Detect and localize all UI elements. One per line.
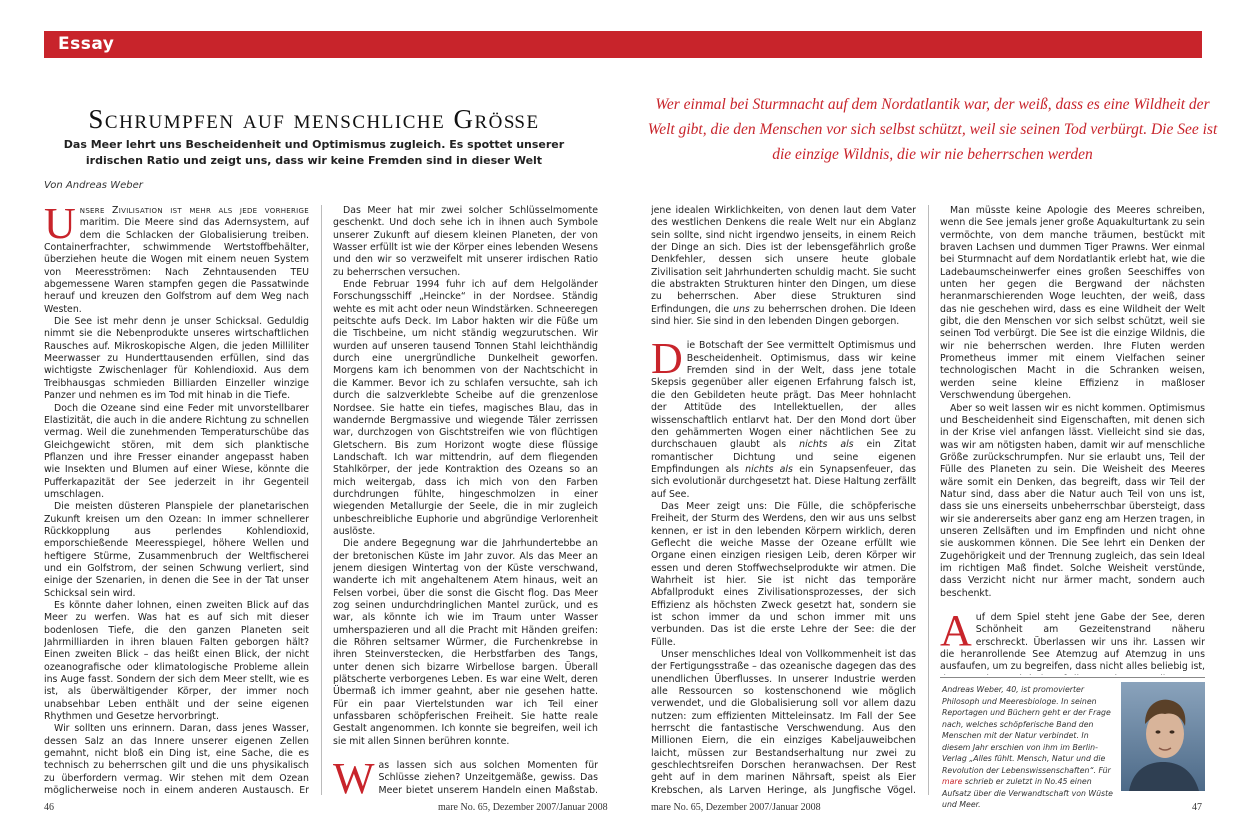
paragraph: Es könnte daher lohnen, einen zweiten Blick auf das Meer zu werfen. Was hat es auf sich mit dieser bodenlosen Tiefe, die den ganzen Planeten seit Jahrmilliarden in ihren blauen Falten geborgen hält? Einen zweiten Blick – das heißt einen Blick, der nicht ozeanografische oder klimatologische Probleme allein ins Auge fasst. Sondern der sich dem Meer stellt, wie es ist, als überwältigender Körper, der immer noch unabsehbar Leben enthält und der seine eigenen Rhythmen und Gesetze hervorbringt.	[44, 600, 309, 723]
paragraph: Die meisten düsteren Planspiele der planetarischen Zukunft kreisen um den Ozean: In immer schnellerer Rückkopplung aus perlendes Kohlendioxid, emporschießende Meeresspiegel, höhere Wellen und heftigere Stürme, Zusammenbruch der Weltfischerei und ein Golfstrom, der seinen Schwung verliert, sind einige der Szenarien, in denen die See in der Tat unser Schicksal sein wird.	[44, 501, 309, 599]
paragraph: Die andere Begegnung war die Jahrhundertebbe an der bretonischen Küste im Jahr zuvor. Als das Meer an jenem diesigen Wintertag von der Küste verschwand, wanderte ich mit angehaltenem Atem hinaus, weit an Felsen vorbei, über die sonst die Gischt flog. Das Meer zog seinen undurchdringlichen Mantel zurück, und es war, als könnte ich wie im Traum unter Wasser umherspazieren und all die Pracht mit Händen greifen: die Röhren seltsamer Würmer, die Furchenkrebse in ihren Steinverstecken, die Herbstfarben des Tangs, unter denen sich bizarre Wirbellose bargen. Überall plätscherte verborgenes Leben. Es war eine Welt, deren Übermaß ich immer geahnt, aber nie gesehen hatte. Für ein paar Viertelstunden war ich Teil einer unfassbaren schöpferischen Freiheit. Sie hatte reale Gestalt angenommen. Ich konnte sie begreifen, weil ich sie mit allen Sinnen berühren konnte.	[333, 538, 598, 747]
text-run: uf dem Spiel steht jene Gabe der See, deren Schönheit am Gezeitenstrand näheru erschreckt. Überlassen wir uns ihr. Lassen wir die heranrollende See Atemzug auf Atemzug in uns ausfaufen, um zu begreifen, dass nicht alles beliebig ist,	[940, 612, 1205, 673]
paragraph-text: maritim. Die Meere sind das Adernsystem, auf dem die Schlacken der Globalisierung treiben. Containerfrachter, schwimmende Wertstoffbehälter, überziehen heute die Wogen mit einem neuen System von Meeresströmen: Nach Zehntausenden TEU abgemessene Waren stampfen gegen die Passatwinde herauf und kreuzen den Golfstrom auf dem Weg nach Westen.	[44, 217, 309, 315]
article-deck	[60, 137, 568, 169]
paragraph	[651, 334, 916, 500]
paragraph: Das Meer zeigt uns: Die Fülle, die schöpferische Freiheit, der Sturm des Werdens, den wir aus uns selbst kennen, er ist in den lebenden Körpern wirklich, deren Geflecht die weiche Masse der Ozeane erfüllt wie Organe einen einzigen riesigen Leib, deren Körper wir essen und deren Stoffwechselprodukte wir atmen. Die Wahrheit ist hier. Sie ist nicht das temporäre Abfallprodukt eines Zivilisationsprozesses, der sich Effizienz als höchsten Zweck gesetzt hat, sondern sie ist schon immer da und schon immer mit uns verbunden. Das ist die erste Lehre der See: die der Fülle.	[651, 500, 916, 648]
text-run: ein Zitat romantischer Dichtung und seine eigenen Empfindungen als	[651, 439, 916, 475]
paragraph	[44, 205, 309, 316]
drop-cap: A	[940, 606, 972, 655]
drop-cap: W	[333, 754, 375, 797]
deck-line-1: Das Meer lehrt uns Bescheidenheit und Optimismus zugleich. Es spottet unserer	[63, 138, 565, 151]
page-number-left: 46	[44, 802, 54, 813]
column-divider	[928, 205, 929, 795]
drop-cap: U	[44, 205, 76, 248]
section-bar	[44, 31, 1202, 58]
paragraph	[940, 606, 1205, 675]
article-title: Schrumpfen auf menschliche Größe	[88, 104, 540, 134]
column-2	[333, 205, 598, 797]
paragraph	[651, 205, 916, 328]
paragraph-text: as lassen sich aus solchen Momenten für Schlüsse ziehen? Unzeitgemäße, gewiss. Das Meer bietet unserem Handeln einen Maßstab.	[378, 760, 598, 796]
paragraph: Ende Februar 1994 fuhr ich auf dem Helgoländer Forschungsschiff „Heincke“ in der Nordsee. Ständig wehte es mit acht oder neun Windstärken. Schneeregen peitschte aufs Deck. Im Labor hakten wir die Füße um die Tischbeine, um nicht ständig wegzurutschen. Wir wurden auf unseren tausend Tonnen Stahl leichthändig durch eine unergründliche Dunkelheit geworfen. Morgens kam ich benommen von der Nachtschicht in die Kammer. Bevor ich zu schlafen versuchte, sah ich durch die salzverklebte Scheibe auf die grenzenlose Nordsee. Sie hatte ein tiefes, magisches Blau, das in wandernde Bergmassive und wiegende Täler zerrissen war, durchzogen von Gischtstreifen wie von flüchtigen Gletschern. Bis zum Horizont wogte diese flüssige Landschaft. Ich war mittendrin, auf dem fliegenden Stahlkörper, der jede Kontraktion des Ozeans so an mich weitergab, dass ich mich von den Farben durchdrungen fühlte, hingeschmolzen in einer wiegenden Metallurgie der Seele, die in mir zugleich unbeschreibliche Euphorie und abgründige Verlorenheit auslöste.	[333, 279, 598, 537]
lead-in: nsere Zivilisation ist mehr als jede vorherige	[79, 205, 309, 216]
emphasis: uns	[733, 303, 750, 315]
column-1	[44, 205, 309, 797]
paragraph: Unser menschliches Ideal von Vollkommenheit ist das der Fertigungsstraße – das ozeanische dagegen das des unendlichen Überflusses. In unserer Industrie werden alle Ressourcen so kostenschonend wie möglich verwendet, und die Globalisierung soll vor allem dazu nutzen: zum effizienten Mitteleinsatz. Im Fall der See herrscht die fantastische Verschwendung. Aus den Millionen Eiern, die ein einziges Kabeljauweibchen laicht, müssen zur Bestandserhaltung nur zwei zu geschlechtsreifen Dorschen heranwachsen. Der Rest geht auf in dem marinen Nährsaft, speist als Eier Krebschen, als Larven Heringe, als Jungfische Vögel.	[651, 649, 916, 796]
paragraph: Man müsste keine Apologie des Meeres schreiben, wenn die See jemals jener große Aquakulturtank zu sein vermöchte, von dem manche träumen, bestückt mit braven Lachsen und dummen Tiger Prawns. Wer einmal bei Sturmnacht auf dem Nordatlantik erlebt hat, wie die Ladebaumscheinwerfer eines großen Seeschiffes von unten her gegen die Bergwand der nächsten heranmarschierenden Woge leuchten, der weiß, dass das nie geschehen wird, dass es eine Wildheit der Welt gibt, die den Menschen vor sich selbst schützt, weil sie seinen Tod verbürgt. Die See ist die einzige Wildnis, die wir nie beherrschen werden. Ihre Fluten werden Prometheus immer mit einem Vielfachen seiner technologischen Macht in die Schranken weisen, werden seine kleine Effizienz in maßloser Verschwendung übergehen.	[940, 205, 1205, 402]
paragraph	[333, 754, 598, 797]
paragraph: Die See ist mehr denn je unser Schicksal. Geduldig nimmt sie die Nebenprodukte unseres wirtschaftlichen Rausches auf. Mikroskopische Algen, die jeden Milliliter Meerwasser zu Hunderttausenden erfüllen, sind das wichtigste Zwischenlager für Kohlendioxid. Aus dem Treibhausgas schmieden Billiarden Einzeller winzige Panzer und nehmen es im Tod mit hinab in die Tiefe.	[44, 316, 309, 402]
section-label: Essay	[58, 34, 115, 54]
paragraph: Das Meer hat mir zwei solcher Schlüsselmomente geschenkt. Und doch sehe ich in ihnen auch Symbole unserer Zukunft auf diesem kleinen Planeten, der von Wasser erfüllt ist wie der Körper eines lebenden Wesens und den wir so verzweifelt mit unserer irdischen Ratio zu beherrschen versuchen.	[333, 205, 598, 278]
emphasis: nichts als	[799, 439, 854, 451]
magazine-name: mare	[942, 777, 963, 786]
byline: Von Andreas Weber	[44, 180, 143, 191]
column-3	[651, 205, 916, 797]
bio-text: schrieb er zuletzt in No.45 einen Aufsatz über die Verwandtschaft von Wüste und Meer.	[942, 777, 1113, 809]
drop-cap: D	[651, 334, 683, 384]
paragraph: Aber so weit lassen wir es nicht kommen. Optimismus und Bescheidenheit sind Eigenschaften, mit denen sich in der Krise viel anfangen lässt. Vielleicht sind sie das, was wir am nötigsten haben, damit wir auf menschliche Größe zurückschrumpfen. Nur sie erlaubt uns, Teil der Fülle des Planeten zu sein. Die Weisheit des Meeres wäre somit ein Denken, das begreift, dass wir Teil der Natur sind, dass aber die Natur auch Teil von uns ist, dass sie uns einerseits unbeherrschbar übersteigt, dass wir sie andererseits aber ganz eng am Herzen tragen, in unseren Zellsäften und im Empfinden und nicht ohne sie auskommen können. Die See lehrt ein Denken der Zugehörigkeit und der Trennung zugleich, das sein Ideal im richtigen Maß findet. Solche Weisheit verstünde, dass Verzicht nicht nur ärmer macht, sondern auch beschenkt.	[940, 402, 1205, 599]
author-photo	[1121, 682, 1205, 791]
footer-issue-right: mare No. 65, Dezember 2007/Januar 2008	[651, 802, 821, 813]
page-number-right: 47	[1192, 802, 1202, 813]
pull-quote: Wer einmal bei Sturmnacht auf dem Nordatlantik war, der weiß, dass es eine Wildheit der Welt gibt, die den Menschen vor sich selbst schützt, weil sie seinen Tod verbürgt. Die See ist die einzige Wildnis, die wir nie beherrschen werden	[647, 96, 1218, 163]
text-run: zu beherrschen drohen. Die Ideen sind hier. Sie sind in den lebenden Dingen geborgen.	[651, 303, 916, 328]
column-divider	[321, 205, 322, 795]
paragraph: Doch die Ozeane sind eine Feder mit unvorstellbarer Elastizität, die auch in die andere Richtung zu schnellen vermag. Weil die zunehmenden Temperaturschübe das Gleichgewicht stören, mit dem sich planktische Pflanzen und ihre Fresser einander angepasst haben wie Insekten und Blumen auf einer Wiese, könnte die Pufferkapazität der See jederzeit in ihr Gegenteil umschlagen.	[44, 402, 309, 500]
author-portrait-image	[1121, 682, 1205, 791]
text-run: ie Botschaft der See vermittelt Optimismus und Bescheidenheit. Optimismus, dass wir keine Fremden sind in der Welt, dass jene totale Skepsis gegenüber aller eigenen Erfahrung falsch ist, die den Gebildeten heute prägt. Das Meer hohnlacht der Attitüde des Intellektuellen, der alles wissenschaftlich entlarvt hat. Der den Mond dort über den gehämmerten Wogen einer nächtlichen See zu durchschauen glaubt als	[651, 340, 916, 451]
author-bio	[942, 684, 1115, 811]
emphasis: nichts als	[745, 463, 793, 475]
text-run: jene idealen Wirklichkeiten, von denen laut dem Vater des westlichen Denkens die reale Welt nur ein Abglanz sein sollte, sind nicht irgendwo jenseits, in einem Reich der Dinge an sich. Dies ist der lebensgefährlich große Denkfehler, dessen sich unsere heute globale Zivilisation seit Jahrhunderten schuldig macht. Sie sucht die abstrakten Strukturen hinter den Dingen, um diese zu beherrschen. Aber diese Strukturen sind Erfindungen, die	[651, 205, 916, 315]
text-run: ein Synapsenfeuer, das sich evolutionär durchgesetzt hat. Diese Haltung zerfällt auf See.	[651, 463, 916, 500]
bio-rule	[940, 677, 1205, 678]
deck-line-2: irdischen Ratio und zeigt uns, dass wir keine Fremden sind in dieser Welt	[85, 154, 543, 167]
column-4	[940, 205, 1205, 675]
footer-issue-left: mare No. 65, Dezember 2007/Januar 2008	[438, 802, 608, 813]
paragraph: Wir sollten uns erinnern. Daran, dass jenes Wasser, dessen Salz an das Innere unserer eigenen Zellen gemahnt, nicht bloß ein Ding ist, eine Sache, die es technisch zu beherrschen gilt und die uns physikalisch zu überfordern vermag. Wir stehen mit dem Ozean möglicherweise noch in einem anderen Austausch. Er	[44, 723, 309, 797]
bio-text: Andreas Weber, 40, ist promovierter Philosoph und Meeresbiologe. In seinen Reportagen und Büchern geht er der Frage nach, welches schöpferische Band den Menschen mit der Natur verbindet. In diesem Jahr erschien von ihm im Berlin-Verlag „Alles fühlt. Mensch, Natur und die Revolution der Lebenswissenschaften“. Für	[942, 685, 1111, 775]
